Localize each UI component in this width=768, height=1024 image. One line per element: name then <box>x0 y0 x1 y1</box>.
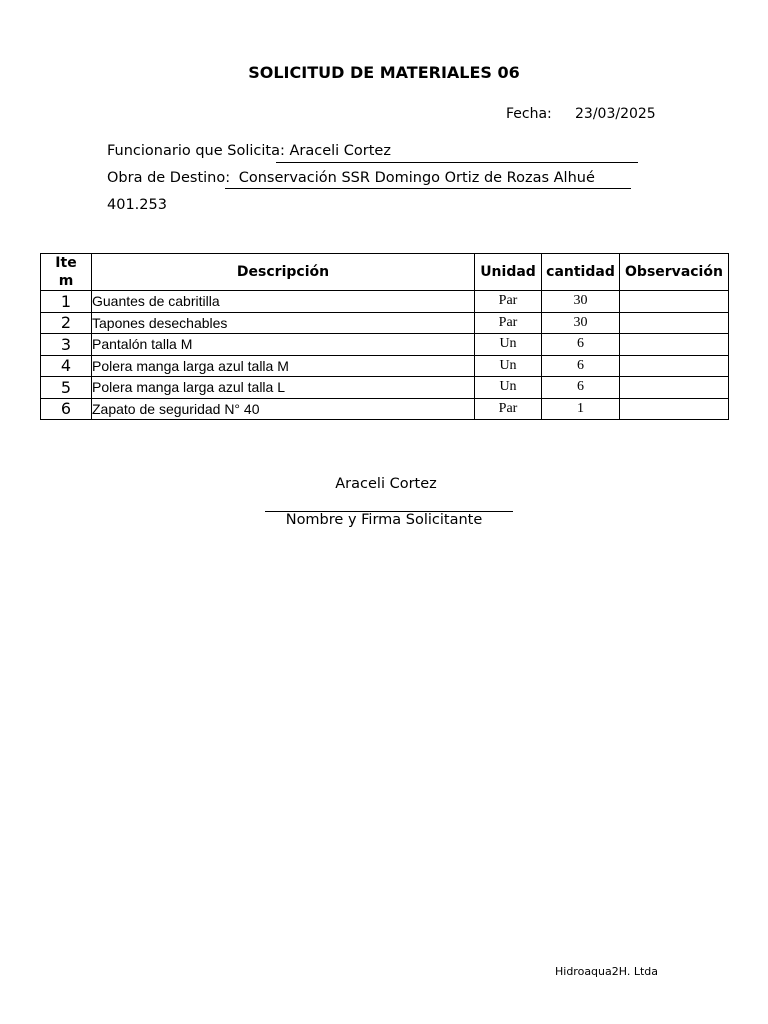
row-observation <box>620 377 729 399</box>
row-observation <box>620 291 729 313</box>
table-row <box>41 355 729 377</box>
signature-name: Araceli Cortez <box>335 476 437 492</box>
row-description: Polera manga larga azul talla M <box>92 355 475 377</box>
row-quantity: 6 <box>542 377 620 399</box>
row-quantity: 1 <box>542 398 620 420</box>
row-unit: Un <box>475 355 542 377</box>
destination-code: 401.253 <box>107 197 167 213</box>
row-item: 6 <box>41 398 92 420</box>
destination-row <box>107 170 595 186</box>
table-row <box>41 312 729 334</box>
destination-underline <box>225 188 631 189</box>
header-item: Item <box>41 254 92 291</box>
signature-label: Nombre y Firma Solicitante <box>285 512 483 528</box>
footer-company: Hidroaqua2H. Ltda <box>555 965 658 978</box>
row-unit: Un <box>475 377 542 399</box>
header-description: Descripción <box>92 254 475 291</box>
header-observation: Observación <box>620 254 729 291</box>
destination-value: Conservación SSR Domingo Ortiz de Rozas Alhué <box>238 170 595 186</box>
row-item: 3 <box>41 334 92 356</box>
row-quantity: 6 <box>542 334 620 356</box>
row-item: 1 <box>41 291 92 313</box>
row-observation <box>620 334 729 356</box>
materials-table <box>40 253 729 420</box>
destination-label: Obra de Destino: <box>107 170 231 186</box>
row-item: 5 <box>41 377 92 399</box>
row-observation <box>620 355 729 377</box>
row-unit: Par <box>475 312 542 334</box>
table-row <box>41 291 729 313</box>
requester-underline <box>276 162 638 163</box>
row-quantity: 30 <box>542 312 620 334</box>
row-description: Zapato de seguridad N° 40 <box>92 398 475 420</box>
date-label: Fecha: <box>506 106 552 122</box>
requester-label: Funcionario que Solicita: <box>107 143 285 159</box>
row-item: 4 <box>41 355 92 377</box>
row-observation <box>620 312 729 334</box>
header-quantity: cantidad <box>542 254 620 291</box>
row-quantity: 6 <box>542 355 620 377</box>
row-description: Tapones desechables <box>92 312 475 334</box>
table-row <box>41 398 729 420</box>
document-title: SOLICITUD DE MATERIALES 06 <box>248 63 520 82</box>
table-header-row <box>41 254 729 291</box>
header-unit: Unidad <box>475 254 542 291</box>
table-row <box>41 334 729 356</box>
requester-value: Araceli Cortez <box>289 143 391 159</box>
row-observation <box>620 398 729 420</box>
date-value: 23/03/2025 <box>575 106 656 122</box>
row-description: Guantes de cabritilla <box>92 291 475 313</box>
row-item: 2 <box>41 312 92 334</box>
row-quantity: 30 <box>542 291 620 313</box>
requester-row <box>107 143 391 159</box>
table-row <box>41 377 729 399</box>
row-description: Polera manga larga azul talla L <box>92 377 475 399</box>
row-unit: Par <box>475 398 542 420</box>
row-unit: Un <box>475 334 542 356</box>
row-description: Pantalón talla M <box>92 334 475 356</box>
row-unit: Par <box>475 291 542 313</box>
